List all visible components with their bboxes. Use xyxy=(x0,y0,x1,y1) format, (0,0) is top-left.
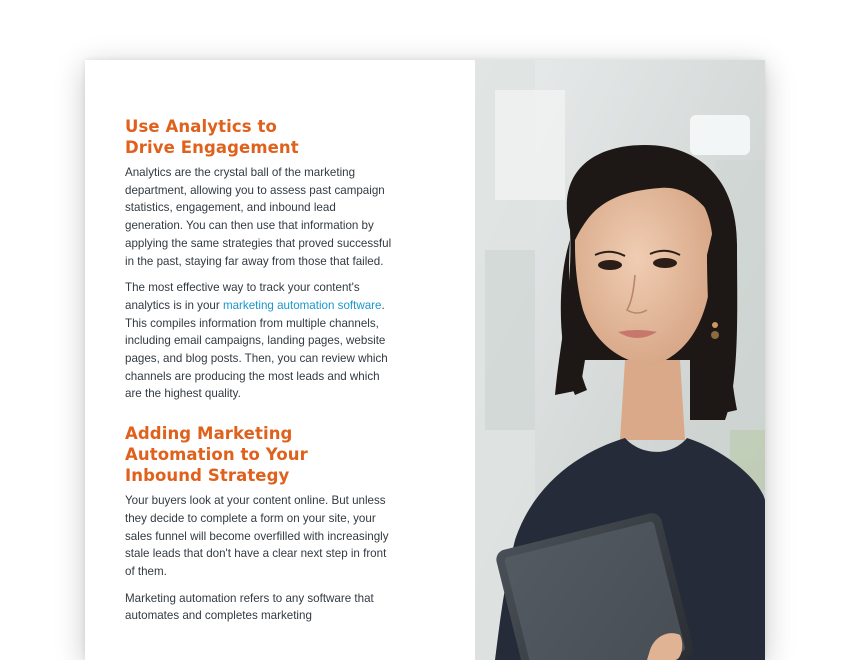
paragraph-analytics-intro: Analytics are the crystal ball of the marketing department, allowing you to assess past campaign statistics, engagement, and inbound lead generation. You can then use that information by applying the same strategies that proved successful in the past, staying far away from those that failed. xyxy=(125,166,392,268)
marketing-automation-link[interactable]: marketing automation software xyxy=(222,298,382,312)
paragraph-text: The most effective way to track your content's analytics is in your xyxy=(125,281,360,312)
heading-line: Adding Marketing xyxy=(125,424,293,444)
heading-line: Use Analytics to xyxy=(125,117,277,136)
heading-line: Automation to Your xyxy=(125,445,308,465)
heading-use-analytics xyxy=(125,116,393,158)
heading-line: Drive Engagement xyxy=(125,138,299,157)
heading-adding-marketing-automation xyxy=(125,423,393,486)
text-column xyxy=(125,116,393,634)
heading-line: Inbound Strategy xyxy=(125,466,290,486)
paragraph-automation-definition: Marketing automation refers to any software that automates and completes marketing xyxy=(125,591,374,623)
paragraph-text: . This compiles information from multiple channels, including email campaigns, landing pages, website pages, and blog posts. Then, you can review which channels are producing the most leads and which are the highest quality. xyxy=(125,298,388,401)
paragraph-tracking xyxy=(125,279,393,403)
paragraph-buyers: Your buyers look at your content online. But unless they decide to complete a form on your site, your sales funnel will become overfilled with increasingly stale leads that don't have a clear next step in front of them. xyxy=(125,494,389,578)
woman-with-tablet-photo xyxy=(475,60,765,660)
document-page xyxy=(85,60,765,660)
